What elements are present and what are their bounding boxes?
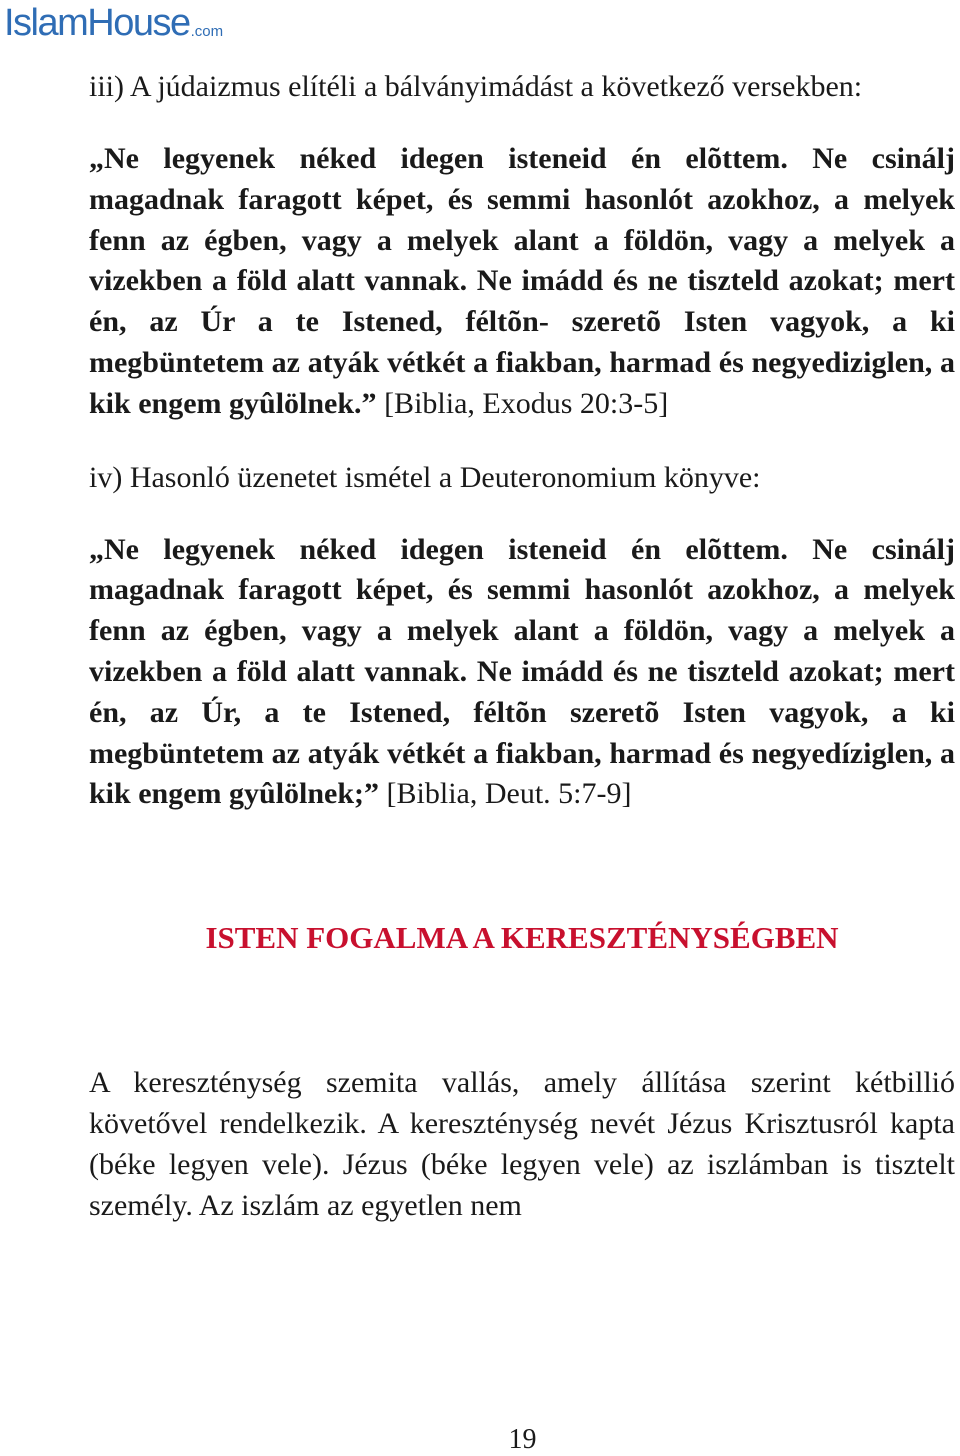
page-number: 19	[508, 1424, 537, 1455]
quote-exodus-text: „Ne legyenek néked idegen isteneid én elõttem. Ne csinálj magadnak faragott képet, és semmi hasonlót azokhoz, a melyek fenn az égben, vagy a melyek alant a földön, vagy a melyek a vizekben a föld alatt vannak. Ne imádd és ne tiszteld azokat; mert én, az Úr a te Istened, féltõn- szeretõ Isten vagyok, a ki megbüntetem az atyák vétkét a fiakban, harmad és negyediziglen, a kik engem gyûlölnek.”	[89, 142, 955, 420]
quote-deuteronomy	[89, 530, 955, 816]
quote-exodus	[89, 139, 955, 425]
paragraph-deuteronomy-intro: iv) Hasonló üzenetet ismétel a Deuteronomium könyve:	[89, 460, 761, 494]
section-heading: ISTEN FOGALMA A KERESZTÉNYSÉGBEN	[205, 920, 839, 956]
spacer	[89, 107, 955, 139]
logo-main-text: IslamHouse	[4, 2, 190, 44]
spacer	[89, 958, 955, 1062]
logo-domain-suffix: .com	[190, 23, 224, 40]
spacer	[89, 815, 955, 917]
spacer	[89, 425, 955, 457]
paragraph-christianity: A kereszténység szemita vallás, amely állítása szerint kétbillió követővel rendelkezik. A kereszténység nevét Jézus Krisztusról kapta (béke legyen vele). Jézus (béke legyen vele) az iszlámban is tisztelt személy. Az iszlám az egyetlen nem	[89, 1066, 955, 1223]
islamhouse-logo[interactable]	[4, 2, 223, 42]
quote-deuteronomy-text: „Ne legyenek néked idegen isteneid én elõttem. Ne csinálj magadnak faragott képet, és semmi hasonlót azokhoz, a melyek fenn az égben, vagy a melyek alant a földön, vagy a melyek a vizekben a föld alatt vannak. Ne imádd és ne tiszteld azokat; mert én, az Úr, a te Istened, féltõn szeretõ Isten vagyok, a ki megbüntetem az atyák vétkét a fiakban, harmad és negyedíziglen, a kik engem gyûlölnek;”	[89, 532, 955, 811]
reference-deuteronomy: [Biblia, Deut. 5:7-9]	[386, 777, 632, 811]
paragraph-judaism-intro: iii) A júdaizmus elítéli a bálványimádást a következő versekben:	[89, 70, 863, 103]
page-content	[89, 66, 955, 1226]
spacer	[89, 498, 955, 530]
reference-exodus: [Biblia, Exodus 20:3-5]	[384, 386, 669, 420]
